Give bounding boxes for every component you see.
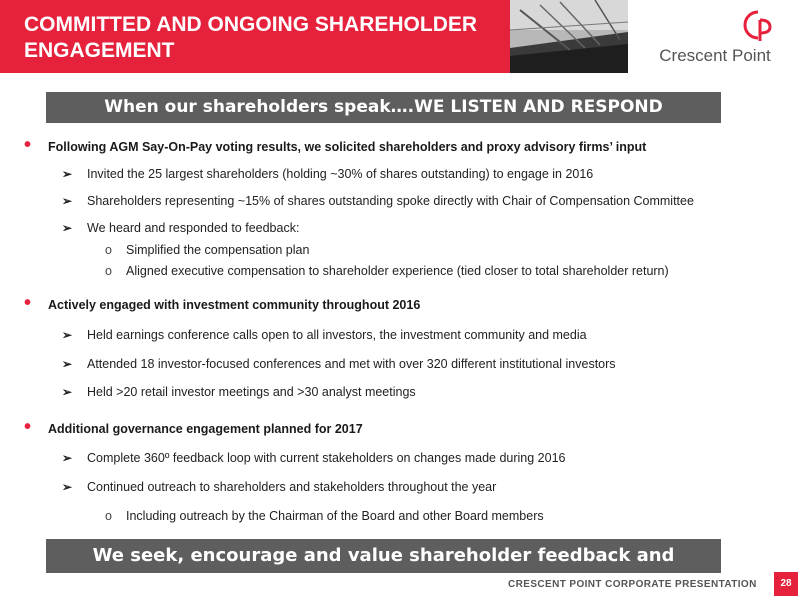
slide-title: COMMITTED AND ONGOING SHAREHOLDER ENGAGEMENT [24,13,478,62]
top-banner: When our shareholders speak….WE LISTEN AND RESPOND [46,92,721,123]
sub-bullet-icon: o [105,264,112,278]
bullet-icon: • [24,292,32,314]
stadium-photo-image [510,0,628,73]
logo-text: Crescent Point [659,46,771,65]
crescent-point-logo-icon [740,8,774,47]
arrow-bullet-icon: ➢ [62,451,73,465]
footer-label: CRESCENT POINT CORPORATE PRESENTATION [508,579,757,590]
arrow-bullet-icon: ➢ [62,221,73,235]
bottom-banner: We seek, encourage and value shareholder feedback and dialogue [46,539,721,573]
arrow-bullet-icon: ➢ [62,167,73,181]
bullet-icon: • [24,416,32,438]
bullet-icon: • [24,134,32,156]
arrow-bullet-icon: ➢ [62,194,73,208]
arrow-bullet-icon: ➢ [62,357,73,371]
sub-bullet-icon: o [105,243,112,257]
section-heading: Following AGM Say-On-Pay voting results, we solicited shareholders and proxy advisory firms’ input [48,140,647,154]
sub-bullet-icon: o [105,509,112,523]
arrow-bullet-icon: ➢ [62,328,73,342]
arrow-bullet-icon: ➢ [62,480,73,494]
section-heading: Additional governance engagement planned for 2017 [48,422,363,436]
header-photo [510,0,628,73]
page-number: 28 [774,572,798,596]
section-heading: Actively engaged with investment community throughout 2016 [48,298,421,312]
arrow-bullet-icon: ➢ [62,385,73,399]
